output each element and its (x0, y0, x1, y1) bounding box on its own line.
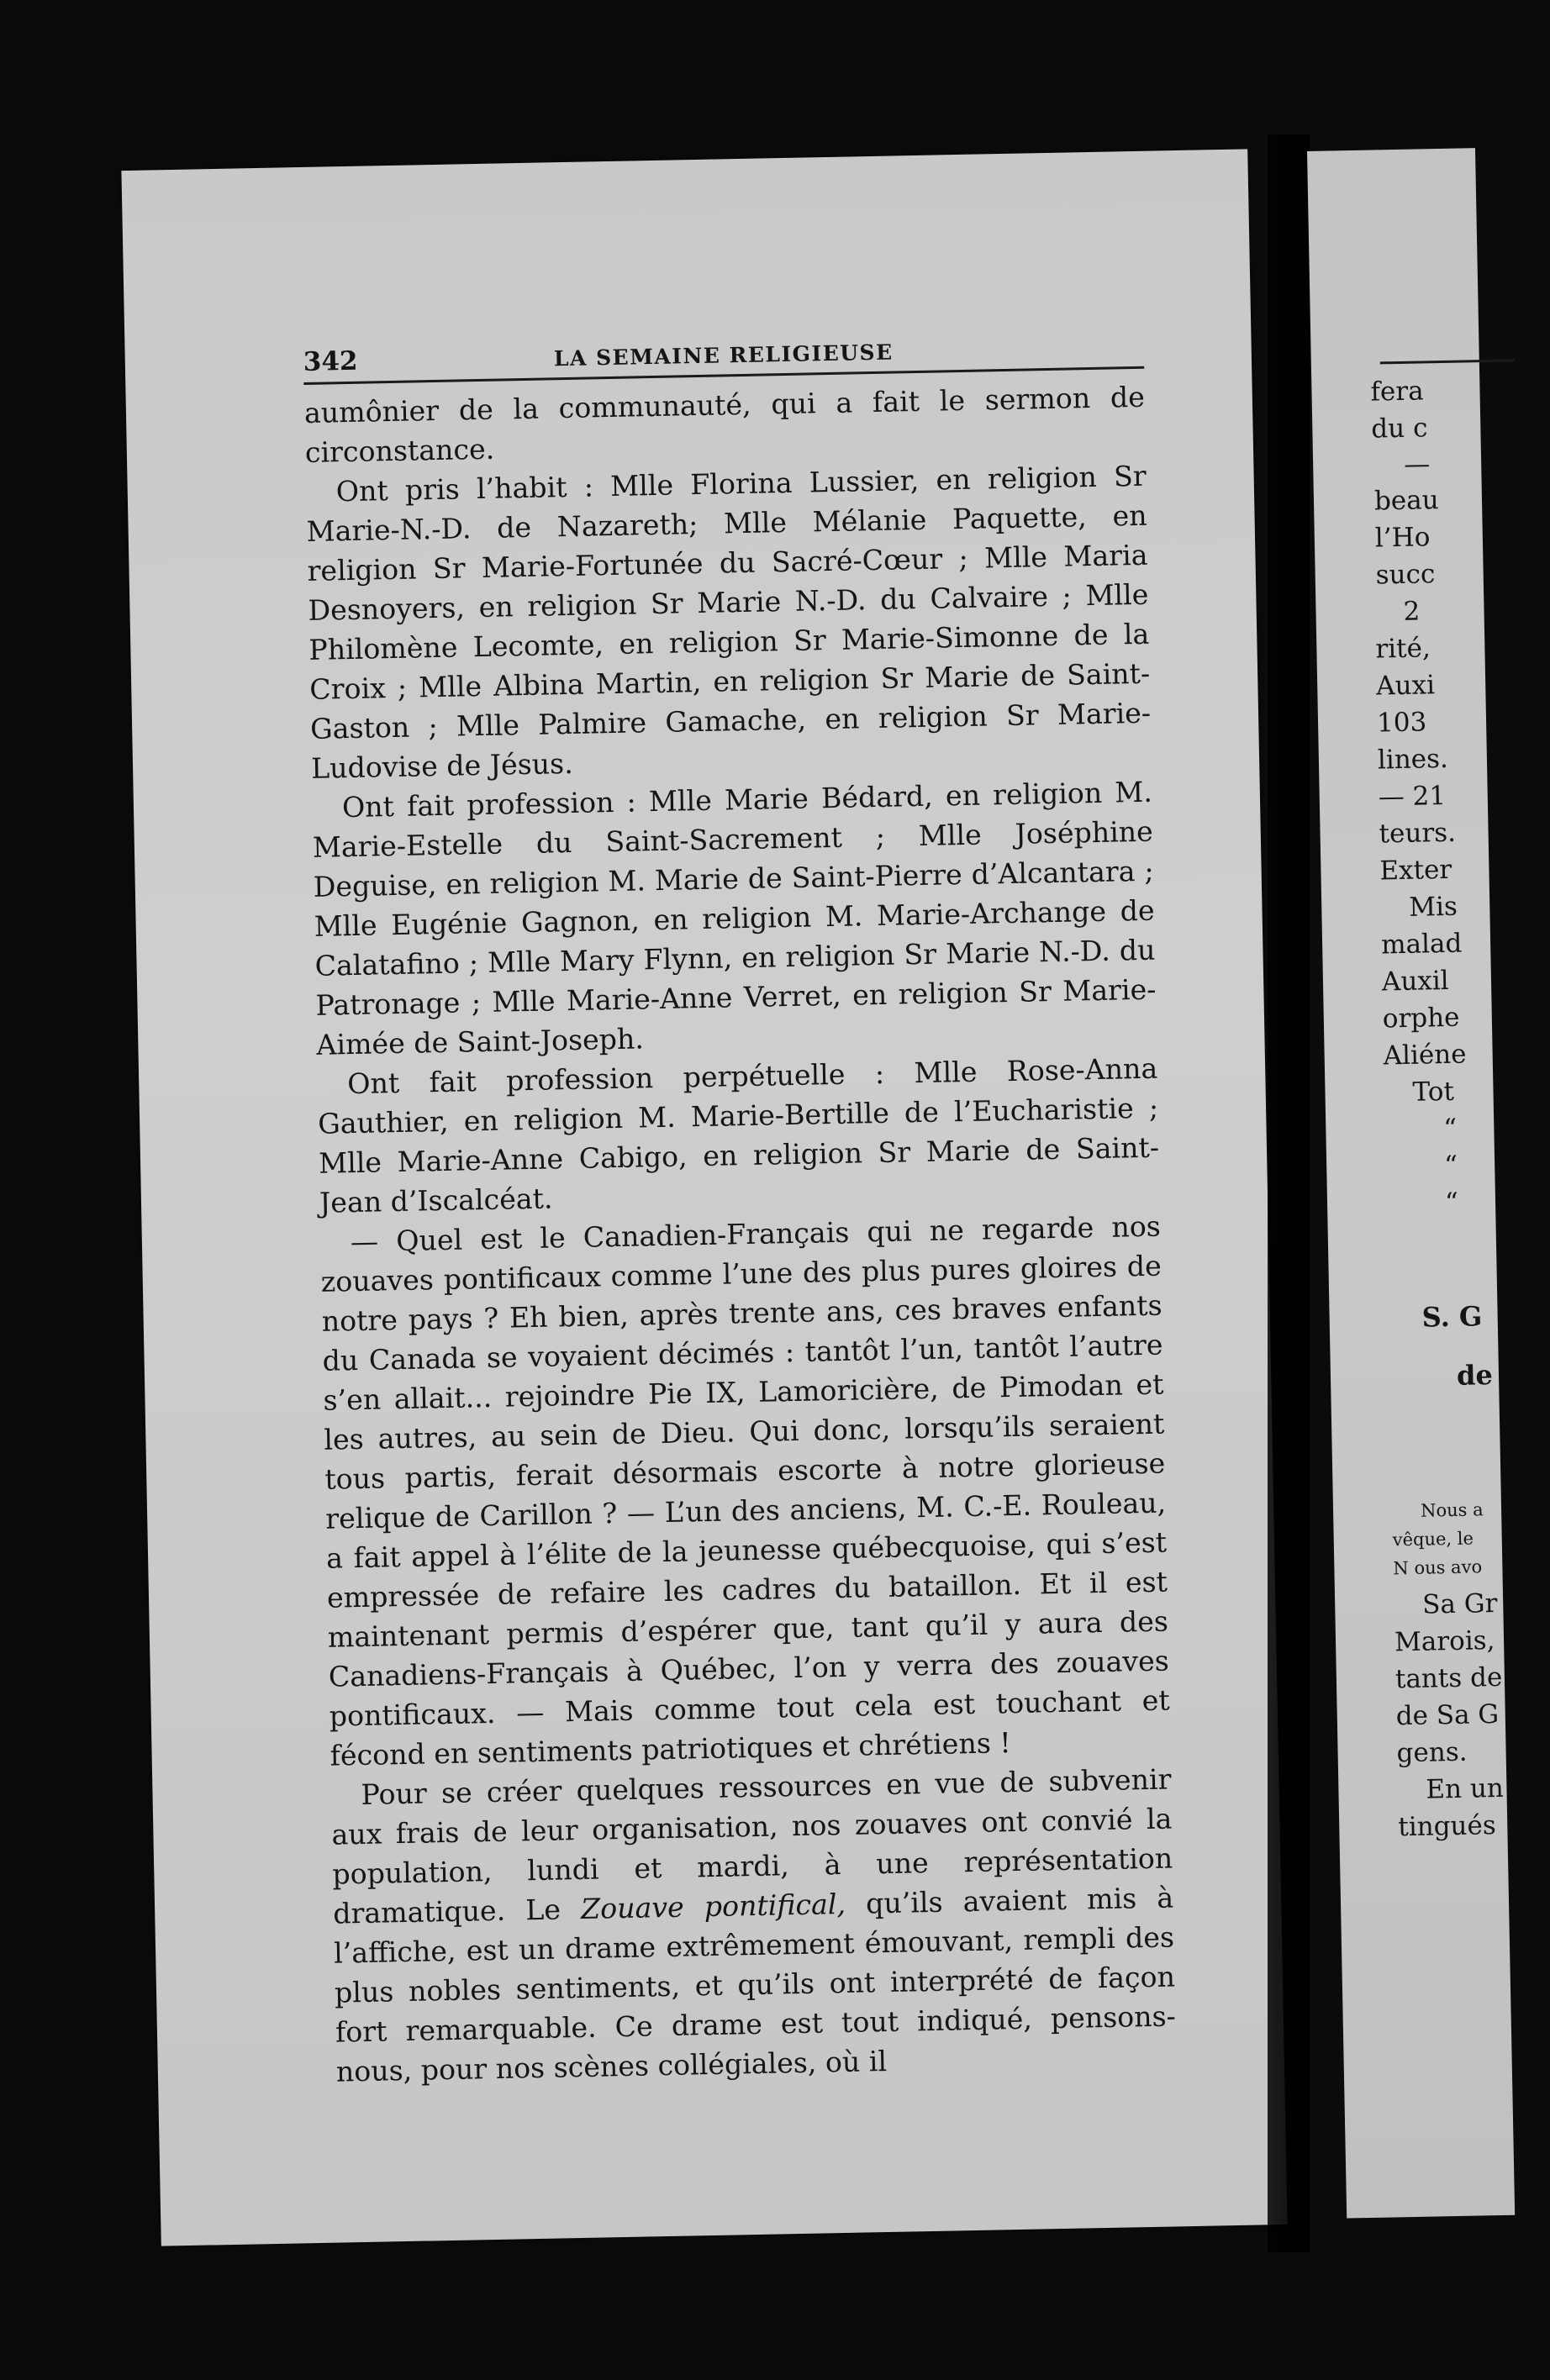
adjacent-fragment: 2 (1403, 596, 1421, 627)
adjacent-fragment: Exter (1379, 854, 1452, 887)
adjacent-fragment: beau (1373, 485, 1439, 517)
paragraph-text: Pour se créer quelques ressources en vue de subvenir aux frais de leur organisation, nos zouaves ont convié la population, lundi et mardi, à une représentation dramatique. Le (331, 1762, 1173, 1930)
adjacent-heading: S. G (1421, 1300, 1483, 1334)
adjacent-fragment: teurs. (1379, 817, 1457, 850)
journal-title: LA SEMAINE RELIGIEUSE (553, 340, 894, 371)
adjacent-fragment: rité, (1375, 633, 1431, 665)
article-body (304, 377, 1178, 2092)
adjacent-fragment: gens. (1396, 1736, 1468, 1769)
paragraph: Ont fait profession : Mlle Marie Bédard, en religion M. Marie-Estelle du Saint-Sacrement ; Mlle Joséphine Deguise, en religion M. Marie de Saint-Pierre d’Alcantara ; Mlle Eugénie Gagnon, en religion M. Marie-Archange de Calatafino ; Mlle Mary Flynn, en religion Sr Marie N.-D. du Patronage ; Mlle Marie-Anne Verret, en religion Sr Marie-Aimée de Saint-Joseph. (312, 775, 1157, 1061)
page-content (303, 328, 1177, 2092)
adjacent-fragment: succ (1375, 559, 1436, 591)
adjacent-fragment: de Sa G (1395, 1698, 1500, 1732)
main-page (121, 149, 1287, 2246)
adjacent-fragment: lines. (1377, 743, 1449, 776)
paragraph: aumônier de la communauté, qui a fait le sermon de circonstance. (303, 380, 1146, 469)
adjacent-fragment: Nous a (1420, 1499, 1484, 1521)
adjacent-page (1307, 148, 1515, 2218)
adjacent-fragment: vêque, le (1392, 1528, 1474, 1551)
adjacent-fragment: En un (1426, 1772, 1505, 1805)
adjacent-fragment: tingués (1397, 1810, 1497, 1843)
paragraph (330, 1759, 1177, 2091)
adjacent-fragment: Sa Gr (1421, 1588, 1498, 1620)
running-header (303, 328, 1144, 385)
adjacent-fragment: l’Ho (1374, 522, 1431, 554)
adjacent-fragment: Auxil (1381, 965, 1449, 998)
paragraph: — Quel est le Canadien-Français qui ne regarde nos zouaves pontificaux comme l’une des plus pures gloires de notre pays ? Eh bien, après trente ans, ces braves enfants du Canada se voyaient décimés : tantôt l’un, tantôt l’autre s’en allait... rejoindre Pie IX, Lamoricière, de Pimodan et les autres, au sein de Dieu. Qui donc, lorsqu’ils seraient tous partis, ferait désormais escorte à notre glorieuse relique de Carillon ? — L’un des anciens, M. C.-E. Rouleau, a fait appel à l’élite de la jeunesse québecquoise, qui s’est empressée de refaire les cadres du bataillon. Et il est maintenant permis d’espérer que, tant qu’il y aura des Canadiens-Français à Québec, l’on y verra des zouaves pontificaux. — Mais comme tout cela est touchant et fécond en sentiments patriotiques et chrétiens ! (320, 1209, 1170, 1772)
adjacent-heading: de (1456, 1359, 1494, 1392)
adjacent-fragment: Mis (1408, 891, 1458, 923)
adjacent-fragment: Auxi (1375, 670, 1436, 702)
adjacent-fragment: N ous avo (1393, 1556, 1483, 1579)
adjacent-fragment: “ (1443, 1113, 1458, 1145)
adjacent-fragment: Aliéne (1383, 1039, 1467, 1072)
adjacent-fragment: “ (1444, 1187, 1459, 1219)
adjacent-fragment: du c (1371, 413, 1428, 445)
adjacent-header-rule (1380, 359, 1515, 364)
adjacent-fragment: 103 (1376, 707, 1427, 739)
adjacent-fragment: Tot (1412, 1076, 1455, 1108)
adjacent-fragment: — (1403, 449, 1431, 480)
paragraph: Ont pris l’habit : Mlle Florina Lussier, en religion Sr Marie-N.-D. de Nazareth; Mlle Mélanie Paquette, en religion Sr Marie-Fortunée du Sacré-Cœur ; Mlle Maria Desnoyers, en religion Sr Marie N.-D. du Calvaire ; Mlle Philomène Lecomte, en religion Sr Marie-Simonne de la Croix ; Mlle Albina Martin, en religion Sr Marie de Saint-Gaston ; Mlle Palmire Gamache, en religion Sr Marie-Ludovise de Jésus. (306, 459, 1152, 785)
paragraph-text: qu’ils avaient mis à l’affiche, est un drame extrêmement émouvant, rempli des plus nobles sentiments, et qu’ils ont interprété de façon fort remarquable. Ce drame est tout indiqué, pensons-nous, pour nos scènes collégiales, où il (333, 1881, 1177, 2088)
adjacent-fragment: — 21 (1378, 780, 1447, 813)
paragraph: Ont fait profession perpétuelle : Mlle Rose-Anna Gauthier, en religion M. Marie-Bertille de l’Eucharistie ; Mlle Marie-Anne Cabigo, en religion Sr Marie de Saint-Jean d’Iscalcéat. (317, 1051, 1160, 1219)
page-number: 342 (303, 345, 358, 377)
play-title: Zouave pontifical, (580, 1887, 846, 1925)
adjacent-fragment: “ (1443, 1150, 1458, 1182)
gutter (1268, 134, 1310, 2252)
adjacent-fragment: Marois, (1394, 1625, 1495, 1658)
adjacent-fragment: malad (1380, 928, 1463, 961)
adjacent-fragment: orphe (1382, 1002, 1460, 1035)
adjacent-fragment: tants de (1394, 1661, 1503, 1695)
adjacent-fragment: fera (1370, 376, 1424, 408)
